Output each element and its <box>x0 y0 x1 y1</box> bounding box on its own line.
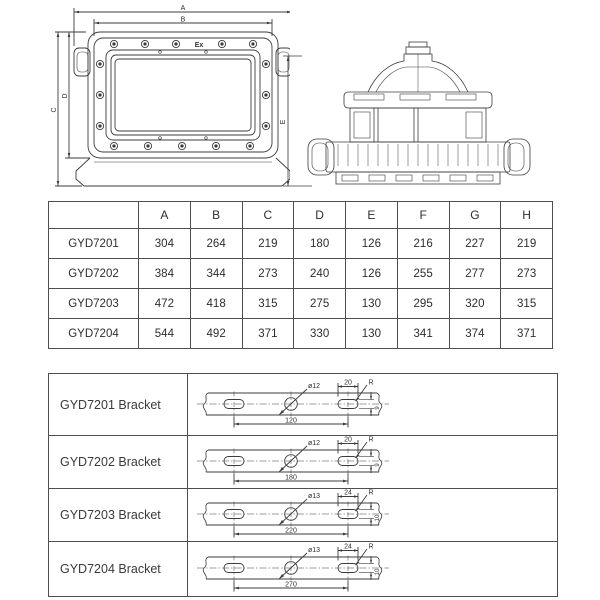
value-cell: 315 <box>242 289 294 319</box>
value-cell: 219 <box>242 229 294 259</box>
slot-width-label: 10 <box>375 514 381 522</box>
front-view-drawing <box>50 2 290 188</box>
slot-length-label: 20 <box>344 379 352 386</box>
header-cell: D <box>294 202 346 229</box>
value-cell: 341 <box>397 319 449 349</box>
dimension-table <box>48 201 553 349</box>
dim-label-d: D <box>62 93 69 99</box>
bracket-drawing <box>196 489 391 541</box>
value-cell: 126 <box>346 259 398 289</box>
value-cell: 315 <box>501 289 553 319</box>
hole-spacing-label: 180 <box>285 474 297 482</box>
value-cell: 130 <box>346 289 398 319</box>
dim-label-b: B <box>180 16 186 24</box>
slot-length-label: 24 <box>344 489 352 497</box>
table-row <box>49 289 553 319</box>
value-cell: 492 <box>190 319 242 349</box>
hole-diameter-label: ø13 <box>308 493 321 500</box>
value-cell: 374 <box>449 319 501 349</box>
bracket-row <box>49 436 558 489</box>
value-cell: 472 <box>139 289 191 319</box>
value-cell: 544 <box>139 319 191 349</box>
model-cell: GYD7203 <box>49 289 139 319</box>
value-cell: 240 <box>294 259 346 289</box>
bracket-label: GYD7201 Bracket <box>49 374 188 436</box>
slot-width-label: 9 <box>375 463 381 467</box>
header-row <box>49 202 553 229</box>
value-cell: 344 <box>190 259 242 289</box>
dimension-table-section <box>48 201 553 349</box>
bracket-row <box>49 542 558 597</box>
hole-diameter-label: ø13 <box>308 547 321 554</box>
dim-label-e: E <box>280 119 287 125</box>
bracket-table <box>48 373 558 597</box>
hole-diameter-label: ø12 <box>308 382 321 390</box>
value-cell: 371 <box>242 319 294 349</box>
hole-spacing-label: 270 <box>285 581 297 589</box>
bracket-drawing <box>196 436 391 488</box>
slot-width-label: 10 <box>375 568 381 576</box>
value-cell: 418 <box>190 289 242 319</box>
radius-label: R <box>368 436 374 444</box>
value-cell: 330 <box>294 319 346 349</box>
header-cell: G <box>449 202 501 229</box>
bracket-label: GYD7202 Bracket <box>49 436 188 489</box>
model-cell: GYD7202 <box>49 259 139 289</box>
bracket-table-section <box>48 373 558 597</box>
dim-label-c: C <box>51 107 58 113</box>
value-cell: 126 <box>346 229 398 259</box>
dim-label-a: A <box>180 5 186 12</box>
value-cell: 371 <box>501 319 553 349</box>
radius-label: R <box>368 379 374 386</box>
value-cell: 295 <box>397 289 449 319</box>
value-cell: 130 <box>346 319 398 349</box>
value-cell: 255 <box>397 259 449 289</box>
header-cell: A <box>139 202 191 229</box>
model-cell: GYD7201 <box>49 229 139 259</box>
radius-label: R <box>368 543 374 551</box>
bracket-drawing <box>196 379 391 431</box>
header-cell: E <box>346 202 398 229</box>
side-view-drawing <box>278 40 536 192</box>
bracket-drawing-cell <box>188 374 558 436</box>
bracket-drawing-cell <box>188 542 558 597</box>
slot-length-label: 20 <box>344 436 352 444</box>
slot-length-label: 24 <box>344 543 352 551</box>
bracket-label: GYD7203 Bracket <box>49 489 188 542</box>
model-cell: GYD7204 <box>49 319 139 349</box>
bracket-row <box>49 374 558 436</box>
value-cell: 275 <box>294 289 346 319</box>
value-cell: 216 <box>397 229 449 259</box>
bracket-drawing-cell <box>188 436 558 489</box>
ex-marking: Ex <box>194 42 204 49</box>
header-cell: C <box>242 202 294 229</box>
value-cell: 273 <box>501 259 553 289</box>
slot-width-label: 9 <box>375 405 381 410</box>
value-cell: 320 <box>449 289 501 319</box>
value-cell: 227 <box>449 229 501 259</box>
radius-label: R <box>368 489 374 497</box>
bracket-drawing-cell <box>188 489 558 542</box>
header-cell: B <box>190 202 242 229</box>
value-cell: 219 <box>501 229 553 259</box>
table-row <box>49 259 553 289</box>
value-cell: 277 <box>449 259 501 289</box>
hole-spacing-label: 220 <box>285 527 297 535</box>
value-cell: 384 <box>139 259 191 289</box>
table-row <box>49 319 553 349</box>
table-row <box>49 229 553 259</box>
value-cell: 264 <box>190 229 242 259</box>
bracket-row <box>49 489 558 542</box>
hole-spacing-label: 120 <box>285 417 297 424</box>
bracket-label: GYD7204 Bracket <box>49 542 188 597</box>
hole-diameter-label: ø12 <box>308 440 321 447</box>
header-cell: H <box>501 202 553 229</box>
bracket-drawing <box>196 543 391 595</box>
header-cell: F <box>397 202 449 229</box>
value-cell: 180 <box>294 229 346 259</box>
value-cell: 304 <box>139 229 191 259</box>
header-cell-blank <box>49 202 139 229</box>
value-cell: 273 <box>242 259 294 289</box>
